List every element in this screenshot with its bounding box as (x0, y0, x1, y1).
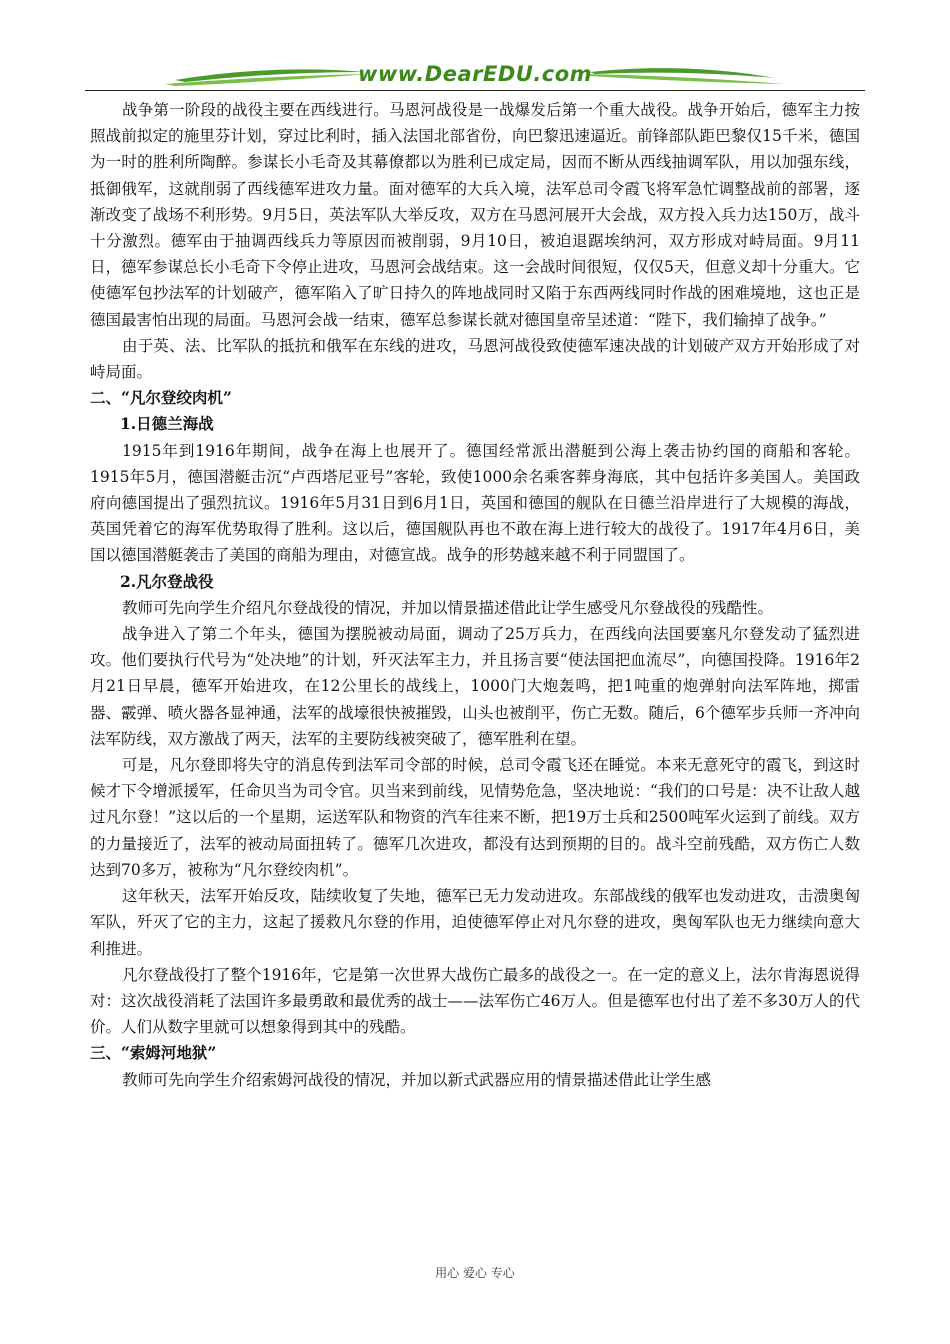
page-footer: 用心 爱心 专心 (435, 1266, 515, 1280)
header-rule (85, 90, 865, 91)
subsection-heading: 1.日德兰海战 (120, 414, 214, 434)
paragraph: 教师可先向学生介绍索姆河战役的情况，并加以新式武器应用的情景描述借此让学生感 (122, 1070, 712, 1089)
header-banner (85, 58, 865, 94)
section-heading: 二、“凡尔登绞肉机” (90, 388, 232, 408)
paragraph: 教师可先向学生介绍凡尔登战役的情况，并加以情景描述借此让学生感受凡尔登战役的残酷性。 (122, 598, 774, 617)
paragraph: 可是，凡尔登即将失守的消息传到法军司令部的时候，总司令霞飞还在睡觉。本来无意死守的霞飞，到这时候才下令增派援军，任命贝当为司令官。贝当来到前线，见情势危急，坚决地说：“我们的口号是：决不让敌人越过凡尔登！”这以后的一个星期，运送军队和物资的汽车往来不断，把19万士兵和2500吨军火运到了前线。双方的力量接近了，法军的被动局面扭转了。德军几次进攻，都没有达到预期的目的。战斗空前残酷，双方伤亡人数达到70多万，被称为“凡尔登绞肉机”。 (90, 756, 860, 879)
paragraph: 1915年到1916年期间，战争在海上也展开了。德国经常派出潜艇到公海上袭击协约国的商船和客轮。1915年5月，德国潜艇击沉“卢西塔尼亚号”客轮，致使1000余名乘客葬身海底，其中包括许多美国人。美国政府向德国提出了强烈抗议。1916年5月31日到6月1日，英国和德国的舰队在日德兰沿岸进行了大规模的海战，英国凭着它的海军优势取得了胜利。这以后，德国舰队再也不敢在海上进行较大的战役了。1917年4月6日，美国以德国潜艇袭击了美国的商船为理由，对德宣战。战争的形势越来越不利于同盟国了。 (90, 441, 860, 565)
paragraph: 战争第一阶段的战役主要在西线进行。马恩河战役是一战爆发后第一个重大战役。战争开始后，德军主力按照战前拟定的施里芬计划，穿过比利时，插入法国北部省份，向巴黎迅速逼近。前锋部队距巴黎仅15千米，德国为一时的胜利所陶醉。参谋长小毛奇及其幕僚都以为胜利已成定局，因而不断从西线抽调军队，用以加强东线，抵御俄军，这就削弱了西线德军进攻力量。面对德军的大兵入境，法军总司令霞飞将军急忙调整战前的部署，逐渐改变了战场不利形势。9月5日，英法军队大举反攻，双方在马恩河展开大会战，双方投入兵力达150万，战斗十分激烈。德军由于抽调西线兵力等原因而被削弱，9月10日，被迫退踞埃纳河，双方形成对峙局面。9月11日，德军参谋总长小毛奇下令停止进攻，马恩河会战结束。这一会战时间很短，仅仅5天，但意义却十分重大。它使德军包抄法军的计划破产，德军陷入了旷日持久的阵地战同时又陷于东西两线同时作战的困难境地，这也正是德国最害怕出现的局面。马恩河会战一结束，德军总参谋长就对德国皇帝呈述道：“陛下，我们输掉了战争。” (90, 101, 860, 329)
subsection-heading: 2.凡尔登战役 (120, 571, 214, 591)
paragraph: 凡尔登战役打了整个1916年，它是第一次世界大战伤亡最多的战役之一。在一定的意义上，法尔肯海恩说得对：这次战役消耗了法国许多最勇敢和最优秀的战士——法军伤亡46万人。但是德军也付出了差不多30万人的代价。人们从数字里就可以想象得到其中的残酷。 (90, 965, 860, 1037)
site-url-logo[interactable]: www.DearEDU.com (357, 62, 593, 86)
paragraph: 这年秋天，法军开始反攻，陆续收复了失地，德军已无力发动进攻。东部战线的俄军也发动进攻，击溃奥匈军队，歼灭了它的主力，这起了援救凡尔登的作用，迫使德军停止对凡尔登的进攻，奥匈军队也无力继续向意大利推进。 (90, 887, 860, 958)
section-heading: 三、“索姆河地狱” (90, 1043, 217, 1063)
article-body (90, 97, 860, 1093)
paragraph: 由于英、法、比军队的抵抗和俄军在东线的进攻，马恩河战役致使德军速决战的计划破产双方开始形成了对峙局面。 (90, 336, 860, 382)
paragraph: 战争进入了第二个年头，德国为摆脱被动局面，调动了25万兵力，在西线向法国要塞凡尔登发动了猛烈进攻。他们要执行代号为“处决地”的计划，歼灭法军主力，并且扬言要“使法国把血流尽”，向德国投降。1916年2月21日早晨，德军开始进攻，在12公里长的战线上，1000门大炮轰鸣，把1吨重的炮弹射向法军阵地，掷雷器、霰弹、喷火器各显神通，法军的战壕很快被摧毁，山头也被削平，伤亡无数。随后，6个德军步兵师一齐冲向法军防线，双方激战了两天，法军的主要防线被突破了，德军胜利在望。 (90, 625, 860, 748)
